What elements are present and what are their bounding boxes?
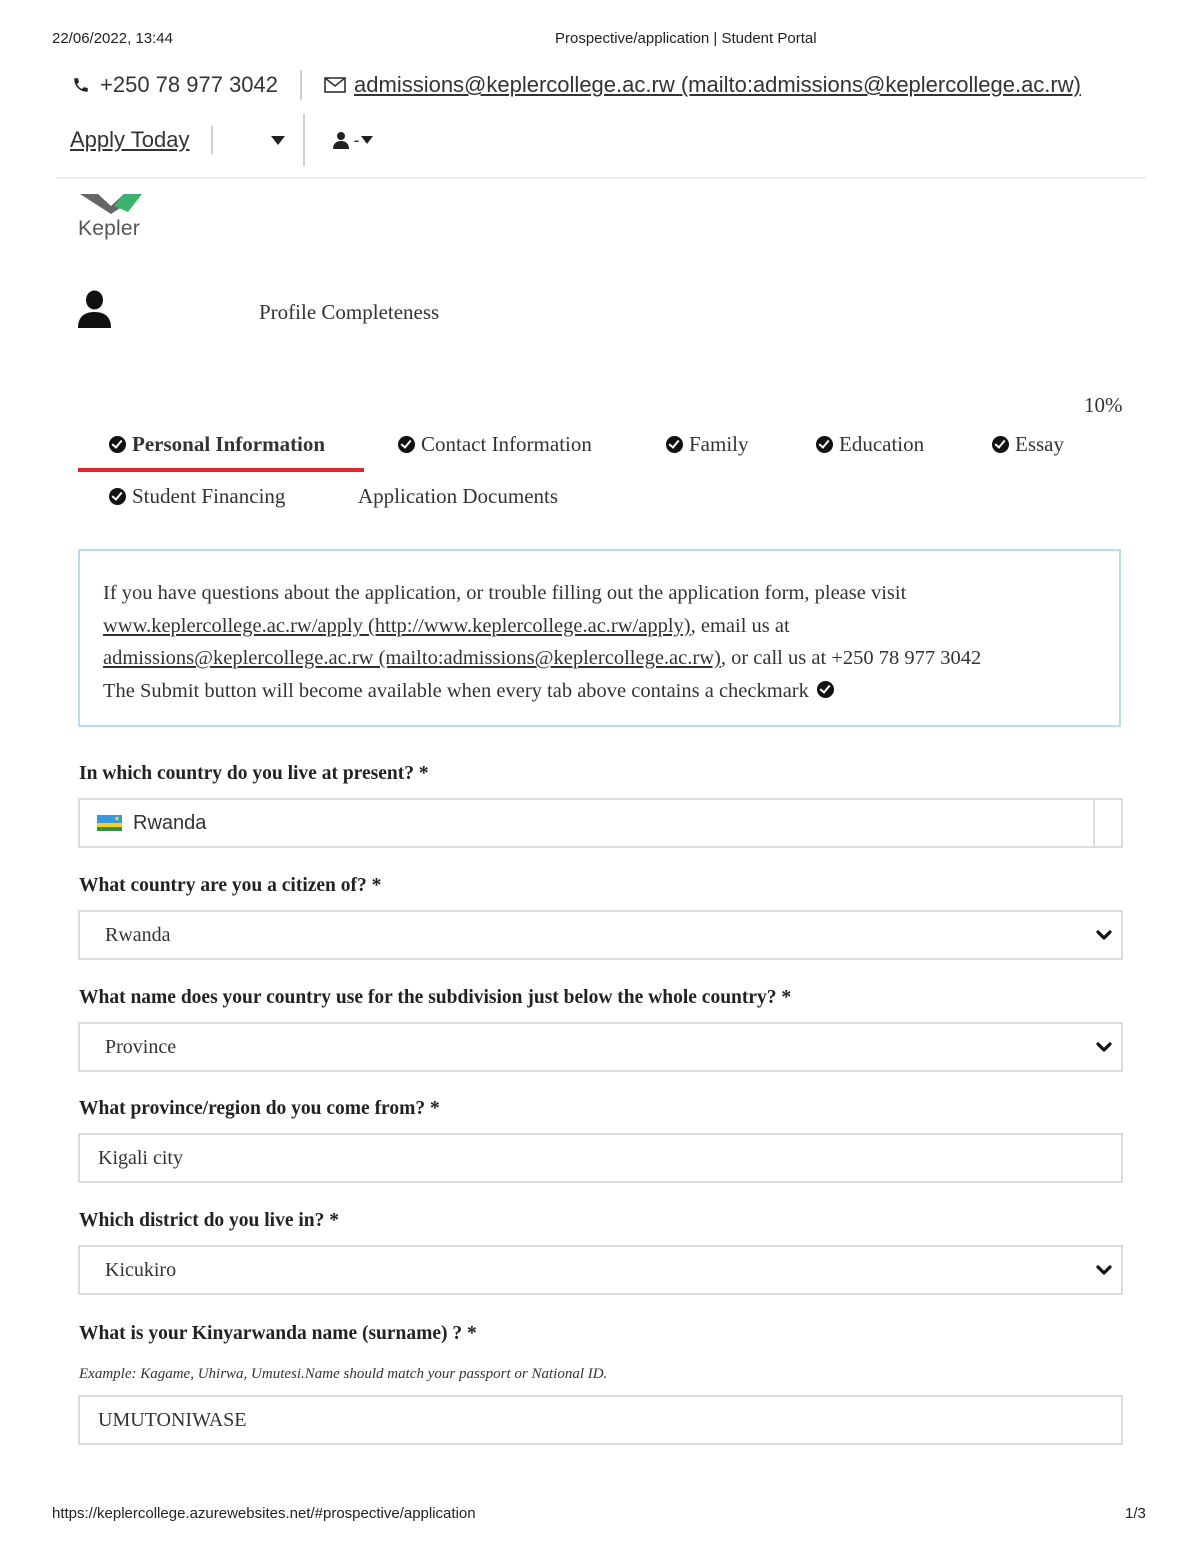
apply-link[interactable]: www.keplercollege.ac.rw/apply (http://www.keplercollege.ac.rw/apply) <box>103 614 691 637</box>
dropdown-toggle[interactable] <box>1093 800 1121 846</box>
user-menu-text: - <box>353 129 360 150</box>
caret-down-icon <box>361 136 373 144</box>
profile-completeness-percent: 10% <box>1084 393 1123 417</box>
surname-hint: Example: Kagame, Uhirwa, Umutesi.Name should match your passport or National ID. <box>79 1366 608 1382</box>
phone-icon <box>72 76 90 94</box>
tab-label: Contact Information <box>421 432 592 456</box>
print-datetime: 22/06/2022, 13:44 <box>52 30 173 47</box>
tab-personal-information[interactable] <box>109 432 325 457</box>
contact-phone: +250 78 977 3042 <box>100 72 279 97</box>
country-live-select[interactable] <box>78 798 1123 848</box>
active-tab-indicator <box>78 468 364 472</box>
citizen-label: What country are you a citizen of? * <box>79 875 382 896</box>
chevron-down-icon <box>1095 926 1113 944</box>
province-value: Kigali city <box>98 1146 183 1169</box>
province-input[interactable] <box>78 1133 1123 1183</box>
check-circle-icon <box>109 436 126 453</box>
chevron-down-icon <box>1095 1261 1113 1279</box>
tab-contact-information[interactable] <box>398 432 592 457</box>
submit-note: The Submit button will become available when every tab above contains a checkmark <box>103 679 809 702</box>
info-text: If you have questions about the application, or trouble filling out the application form, please visit <box>103 582 907 604</box>
contact-email-link[interactable]: admissions@keplercollege.ac.rw (mailto:admissions@keplercollege.ac.rw) <box>354 72 1081 97</box>
surname-label: What is your Kinyarwanda name (surname) ? * <box>79 1323 477 1344</box>
province-label: What province/region do you come from? * <box>79 1098 440 1119</box>
check-circle-icon <box>816 436 833 453</box>
tab-label: Family <box>689 432 749 456</box>
subdivision-select[interactable] <box>78 1022 1123 1072</box>
tab-student-financing[interactable] <box>109 484 285 509</box>
surname-input[interactable] <box>78 1395 1123 1445</box>
tab-label: Education <box>839 432 925 456</box>
print-page-count: 1/3 <box>1125 1505 1146 1522</box>
apply-today-link[interactable]: Apply Today <box>70 127 190 152</box>
subdivision-value: Province <box>105 1035 177 1058</box>
district-label: Which district do you live in? * <box>79 1210 340 1231</box>
user-menu[interactable] <box>333 130 373 151</box>
country-live-value: Rwanda <box>133 811 207 834</box>
user-icon <box>333 131 349 149</box>
mail-icon <box>324 77 346 93</box>
citizen-select[interactable] <box>78 910 1123 960</box>
logo-text: Kepler <box>78 217 140 240</box>
chevron-down-icon <box>1095 1038 1113 1056</box>
district-select[interactable] <box>78 1245 1123 1295</box>
admissions-email-link[interactable]: admissions@keplercollege.ac.rw (mailto:admissions@keplercollege.ac.rw) <box>103 647 721 669</box>
check-circle-icon <box>109 488 126 505</box>
tab-education[interactable] <box>816 432 924 457</box>
tab-application-documents[interactable] <box>358 484 558 509</box>
tab-label: Personal Information <box>132 432 326 456</box>
check-circle-icon <box>398 436 415 453</box>
tab-essay[interactable] <box>992 432 1064 457</box>
print-page-title: Prospective/application | Student Portal <box>555 30 817 47</box>
contact-bar <box>72 68 1081 102</box>
kepler-logo[interactable] <box>78 192 148 241</box>
district-value: Kicukiro <box>105 1258 177 1281</box>
info-text: , or call us at +250 78 977 3042 <box>720 647 982 669</box>
country-live-label: In which country do you live at present? * <box>79 763 429 784</box>
divider <box>56 177 1146 179</box>
rwanda-flag-icon <box>97 815 122 831</box>
tab-label: Essay <box>1015 432 1064 456</box>
citizen-value: Rwanda <box>105 923 171 946</box>
profile-completeness-label: Profile Completeness <box>259 300 440 324</box>
divider <box>211 126 213 154</box>
logo-mark <box>78 192 144 214</box>
tab-label: Application Documents <box>358 484 559 508</box>
check-circle-icon <box>992 436 1009 453</box>
divider <box>303 114 305 166</box>
divider <box>300 70 302 100</box>
info-text: , email us at <box>690 614 790 637</box>
avatar-icon <box>78 290 111 333</box>
subdivision-label: What name does your country use for the subdivision just below the whole country? * <box>79 987 792 1008</box>
top-nav <box>70 118 373 162</box>
print-url: https://keplercollege.azurewebsites.net/#prospective/application <box>52 1505 476 1522</box>
info-box <box>78 549 1121 727</box>
check-circle-icon <box>666 436 683 453</box>
check-circle-icon <box>817 681 834 698</box>
caret-down-icon[interactable] <box>271 136 285 145</box>
surname-value: UMUTONIWASE <box>98 1408 247 1431</box>
tab-label: Student Financing <box>132 484 286 508</box>
tab-family[interactable] <box>666 432 749 457</box>
